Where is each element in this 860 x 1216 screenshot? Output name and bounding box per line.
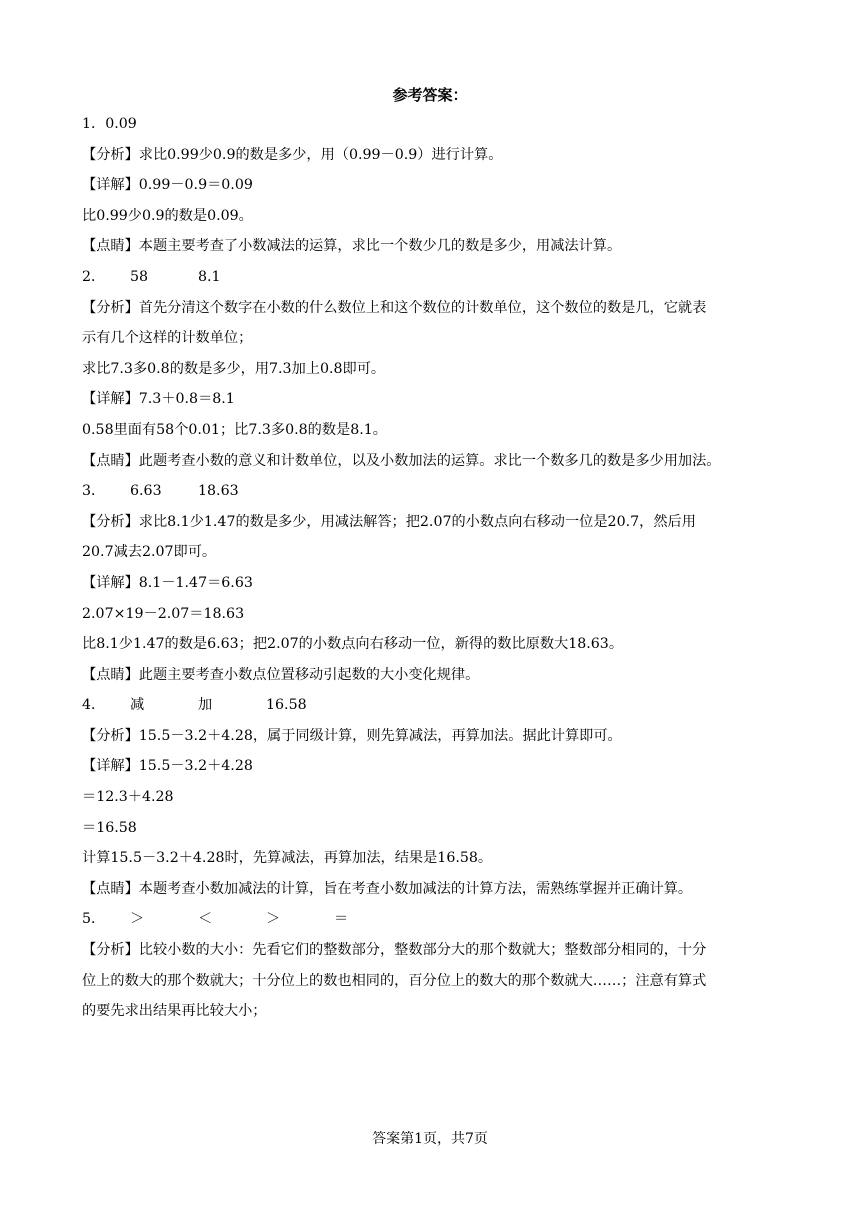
q3-detail-line-3: 比8.1少1.47的数是6.63；把2.07的小数点向右移动一位，新得的数比原数大18.63。 xyxy=(82,636,624,653)
q3-detail-line-1: 【详解】8.1－1.47＝6.63 xyxy=(82,574,253,591)
q5-answer-4: ＝ xyxy=(334,911,349,928)
q4-analysis: 【分析】15.5－3.2＋4.28，属于同级计算，则先算减法，再算加法。据此计算即可。 xyxy=(82,727,622,744)
q4-answer-3: 16.58 xyxy=(266,697,307,714)
q5-answer-3: ＞ xyxy=(266,911,281,928)
q2-answer-2: 8.1 xyxy=(198,268,221,285)
page-footer: 答案第1页，共7页 xyxy=(372,1131,488,1147)
answer-content xyxy=(82,109,782,1027)
q4-answer-line xyxy=(82,690,782,721)
q5-answer-1: ＞ xyxy=(130,911,145,928)
q1-analysis: 【分析】求比0.99少0.9的数是多少，用（0.99－0.9）进行计算。 xyxy=(82,146,503,163)
q2-number: 2． xyxy=(82,268,106,285)
q5-answer-2: ＜ xyxy=(198,911,213,928)
q2-analysis-line-2: 示有几个这样的计数单位； xyxy=(82,330,253,347)
q1-comment: 【点睛】本题主要考查了小数减法的运算，求比一个数少几的数是多少，用减法计算。 xyxy=(82,238,622,255)
q2-answer-line xyxy=(82,262,782,293)
q5-number: 5． xyxy=(82,911,106,928)
page-title: 参考答案： xyxy=(392,86,468,104)
q3-answer-1: 6.63 xyxy=(130,483,162,500)
q3-detail-line-2: 2.07×19－2.07＝18.63 xyxy=(82,605,245,622)
q5-analysis-line-3: 的要先求出结果再比较大小； xyxy=(82,1003,267,1020)
q2-analysis-line-3: 求比7.3多0.8的数是多少，用7.3加上0.8即可。 xyxy=(82,360,386,377)
q1-answer-line xyxy=(82,109,782,140)
q3-comment: 【点睛】此题主要考查小数点位置移动引起数的大小变化规律。 xyxy=(82,666,480,683)
q5-answer-line xyxy=(82,904,782,935)
q1-detail-line-1: 【详解】0.99－0.9＝0.09 xyxy=(82,177,253,194)
q3-number: 3． xyxy=(82,483,106,500)
q3-answer-2: 18.63 xyxy=(198,483,239,500)
q1-detail-line-2: 比0.99少0.9的数是0.09。 xyxy=(82,207,253,224)
q3-answer-line xyxy=(82,476,782,507)
q4-detail-line-1: 【详解】15.5－3.2＋4.28 xyxy=(82,758,253,775)
q1-answer-1: 0.09 xyxy=(105,116,137,132)
q3-analysis-line-2: 20.7减去2.07即可。 xyxy=(82,544,217,561)
q4-answer-1: 减 xyxy=(130,697,145,714)
q4-detail-line-2: ＝12.3＋4.28 xyxy=(82,789,174,806)
q4-number: 4． xyxy=(82,697,106,714)
q2-detail-line-2: 0.58里面有58个0.01；比7.3多0.8的数是8.1。 xyxy=(82,421,387,438)
q2-comment: 【点睛】此题考查小数的意义和计数单位，以及小数加法的运算。求比一个数多几的数是多少用加法。 xyxy=(82,452,721,469)
q2-detail-line-1: 【详解】7.3＋0.8＝8.1 xyxy=(82,391,235,408)
q1-number: 1． xyxy=(82,116,106,132)
q2-analysis-line-1: 【分析】首先分清这个数字在小数的什么数位上和这个数位的计数单位，这个数位的数是几，它就表 xyxy=(82,299,707,316)
q4-detail-line-4: 计算15.5－3.2＋4.28时，先算减法，再算加法，结果是16.58。 xyxy=(82,850,493,867)
q4-comment: 【点睛】本题考查小数加减法的计算，旨在考查小数加减法的计算方法，需熟练掌握并正确计算。 xyxy=(82,880,693,897)
q2-answer-1: 58 xyxy=(130,268,149,285)
q5-analysis-line-1: 【分析】比较小数的大小：先看它们的整数部分，整数部分大的那个数就大；整数部分相同的，十分 xyxy=(82,942,707,959)
q3-analysis-line-1: 【分析】求比8.1少1.47的数是多少，用减法解答；把2.07的小数点向右移动一位是20.7，然后用 xyxy=(82,513,696,530)
q5-analysis-line-2: 位上的数大的那个数就大；十分位上的数也相同的，百分位上的数大的那个数就大……；注意有算式 xyxy=(82,972,707,989)
q4-answer-2: 加 xyxy=(198,697,213,714)
q4-detail-line-3: ＝16.58 xyxy=(82,819,137,836)
